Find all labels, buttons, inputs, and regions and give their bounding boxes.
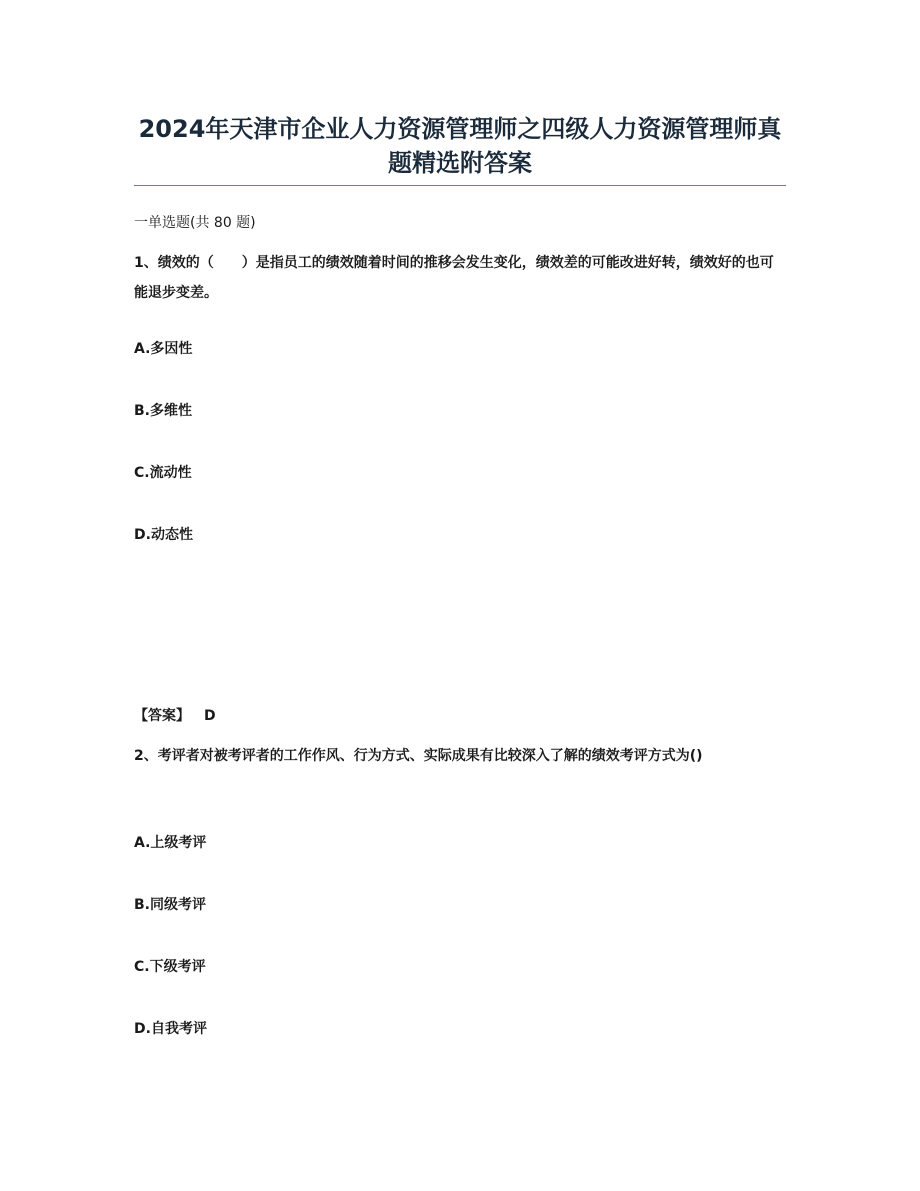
question-2-option-c: C.下级考评 bbox=[134, 959, 206, 975]
question-1-text: 1、绩效的（ ）是指员工的绩效随着时间的推移会发生变化，绩效差的可能改进好转，绩效好的也可能退步变差。 bbox=[134, 255, 774, 301]
question-2-text: 2、考评者对被考评者的工作作风、行为方式、实际成果有比较深入了解的绩效考评方式为() bbox=[134, 748, 703, 764]
question-1-option-d: D.动态性 bbox=[134, 527, 193, 543]
answer-value: D bbox=[204, 708, 216, 724]
section-label: 一单选题(共 80 题) bbox=[134, 215, 256, 231]
answer-label: 【答案】 bbox=[134, 708, 190, 724]
page-title: 2024年天津市企业人力资源管理师之四级人力资源管理师真题精选附答案 bbox=[138, 115, 782, 177]
question-1-option-b: B.多维性 bbox=[134, 403, 192, 419]
title-divider bbox=[134, 185, 786, 186]
question-2-option-b: B.同级考评 bbox=[134, 897, 206, 913]
question-2-option-d: D.自我考评 bbox=[134, 1021, 207, 1037]
question-1-option-c: C.流动性 bbox=[134, 465, 192, 481]
question-1-option-a: A.多因性 bbox=[134, 341, 193, 357]
question-1-answer bbox=[134, 705, 216, 727]
question-2-option-a: A.上级考评 bbox=[134, 835, 207, 851]
